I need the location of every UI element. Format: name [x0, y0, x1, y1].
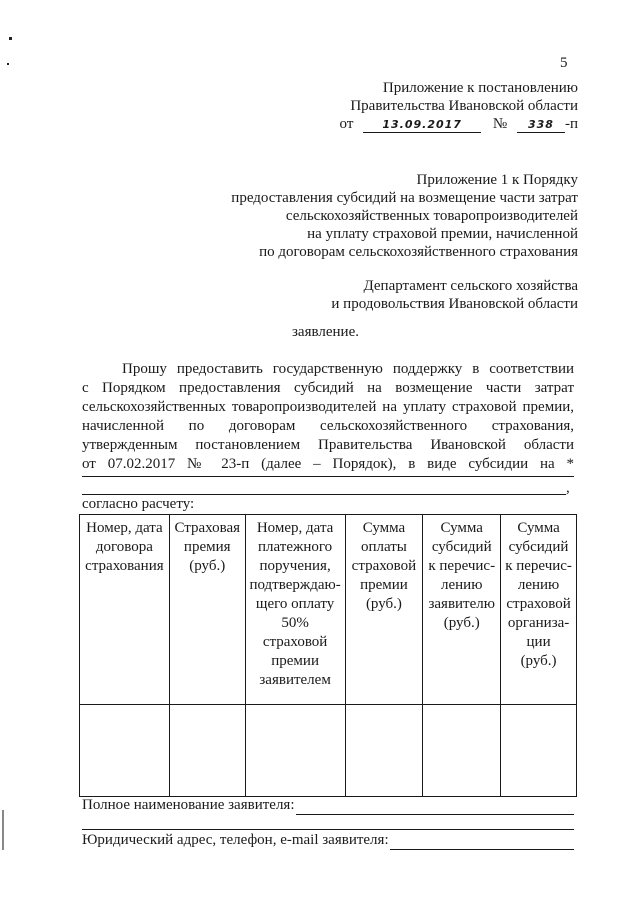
request-paragraph: [82, 360, 574, 474]
header-premium: Страховая премия (руб.): [174, 520, 241, 574]
resolution-reference: [340, 116, 578, 133]
header-cell: [345, 515, 423, 705]
table-cell[interactable]: [80, 705, 170, 797]
request-line: от 07.02.2017 № 23-п (далее – Порядок), в виде субсидии на *: [82, 456, 574, 472]
header-cell: [501, 515, 577, 705]
table-cell[interactable]: [501, 705, 577, 797]
header-cell: [423, 515, 501, 705]
resolution-number: 338: [517, 118, 565, 133]
calculation-table: [79, 514, 577, 797]
table-cell[interactable]: [423, 705, 501, 797]
header-subsidy-applicant: Сумма субсидий к перечис- лению заявителю (руб.): [428, 520, 496, 631]
subsidy-purpose-line: [82, 476, 574, 477]
table-cell[interactable]: [245, 705, 345, 797]
appendix-header-line2: Правительства Ивановской области: [350, 98, 578, 114]
table-row: [80, 705, 577, 797]
table-header-row: [80, 515, 577, 705]
legal-address-label: Юридический адрес, телефон, e-mail заявителя:: [82, 832, 389, 848]
header-contract: Номер, дата договора страхования: [85, 520, 164, 574]
header-payment-order: Номер, дата платежного поручения, подтверждаю- щего оплату 50% страховой премии заявителем: [249, 520, 341, 688]
applicant-name-label: Полное наименование заявителя:: [82, 797, 295, 813]
table-cell[interactable]: [169, 705, 245, 797]
ref-prefix: от: [339, 116, 354, 132]
scan-artifact: [2, 810, 4, 850]
resolution-date: 13.09.2017: [363, 118, 481, 133]
appendix1-line: по договорам сельскохозяйственного страхования: [259, 244, 578, 260]
appendix1-line: на уплату страховой премии, начисленной: [307, 226, 578, 242]
appendix-header-line1: Приложение к постановлению: [382, 80, 578, 96]
addressee-line2: и продовольствия Ивановской области: [331, 296, 578, 312]
header-cell: [80, 515, 170, 705]
applicant-name-line[interactable]: [296, 814, 574, 815]
scan-artifact: [7, 63, 9, 65]
request-line: начисленной по договорам сельскохозяйственного страхования,: [82, 418, 574, 434]
request-line: сельскохозяйственных товаропроизводителей на уплату страховой премии,: [82, 399, 574, 415]
page-number: 5: [560, 55, 568, 71]
scan-artifact: [9, 37, 12, 40]
table-cell[interactable]: [345, 705, 423, 797]
comma: ,: [566, 480, 570, 496]
calculation-label: согласно расчету:: [82, 496, 195, 512]
header-cell: [245, 515, 345, 705]
appendix1-line: сельскохозяйственных товаропроизводителей: [285, 208, 578, 224]
request-line: Прошу предоставить государственную поддержку в соответствии: [122, 361, 574, 377]
appendix1-line: предоставления субсидий на возмещение части затрат: [231, 190, 578, 206]
legal-address-line[interactable]: [390, 849, 574, 850]
legal-address-field: [82, 832, 389, 849]
applicant-name-line-2[interactable]: [82, 829, 574, 830]
addressee-line1: Департамент сельского хозяйства: [363, 278, 578, 294]
appendix1-line: Приложение 1 к Порядку: [416, 172, 578, 188]
number-suffix: -п: [564, 116, 578, 132]
request-line: с Порядком предоставления субсидий на возмещение части затрат: [82, 380, 574, 396]
header-paid-amount: Сумма оплаты страховой премии (руб.): [351, 520, 417, 612]
request-line: утвержденным постановлением Правительства Ивановской области: [82, 437, 574, 453]
number-label: №: [492, 116, 508, 132]
header-subsidy-insurer: Сумма субсидий к перечис- лению страховой организа- ции (руб.): [505, 520, 572, 669]
document-title: заявление.: [292, 324, 359, 340]
header-cell: [169, 515, 245, 705]
subsidy-purpose-line: [82, 494, 566, 495]
applicant-name-field: [82, 797, 295, 814]
